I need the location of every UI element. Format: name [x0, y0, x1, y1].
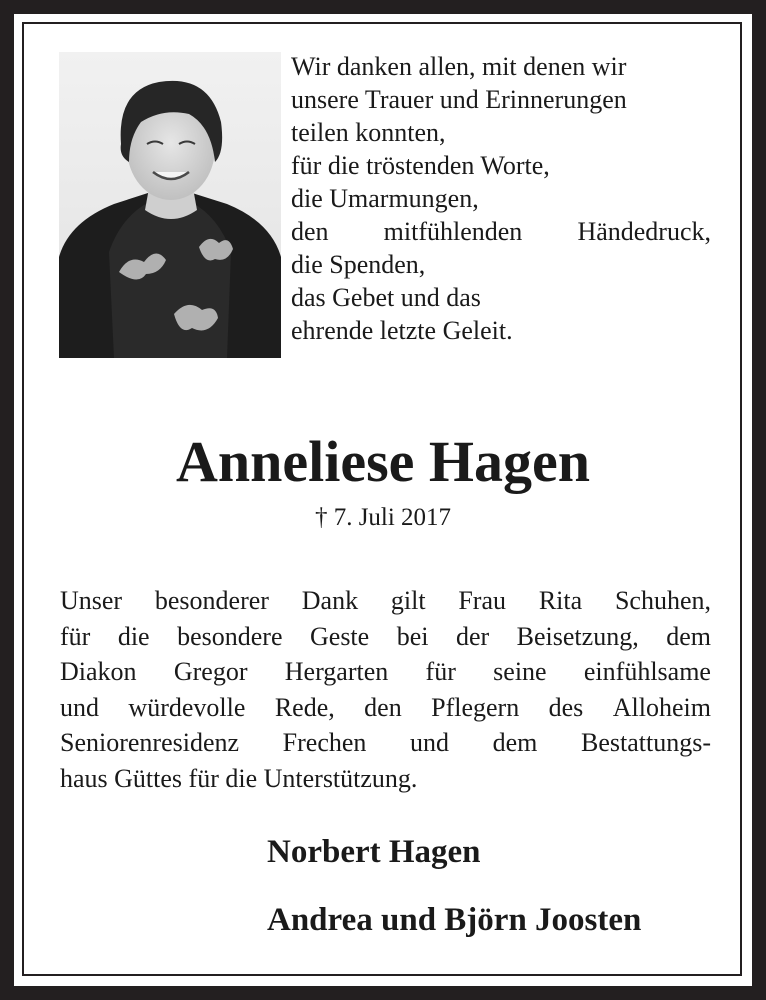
signature-joosten: Andrea und Björn Joosten	[267, 902, 642, 938]
thanks-line: für die besondere Geste bei der Beisetzung, dem	[60, 621, 711, 651]
poem-line: die Spenden,	[291, 250, 426, 279]
obituary-card	[14, 14, 752, 986]
poem-line: unsere Trauer und Erinnerungen	[291, 85, 627, 114]
deceased-name: Anneliese Hagen	[175, 429, 591, 494]
poem-line: teilen konnten,	[291, 118, 446, 147]
signature-norbert: Norbert Hagen	[267, 834, 481, 870]
poem-line: für die tröstenden Worte,	[291, 151, 550, 180]
poem-line: den mitfühlenden Händedruck,	[291, 217, 711, 246]
thanks-line: Unser besonderer Dank gilt Frau Rita Schuhen,	[60, 586, 711, 615]
poem-text	[291, 50, 721, 347]
thanks-line: Diakon Gregor Hergarten für seine einfühlsame	[60, 657, 711, 686]
poem-line: Wir danken allen, mit denen wir	[291, 52, 627, 81]
thanks-line: und würdevolle Rede, den Pflegern des Alloheim	[60, 692, 711, 722]
death-date: † 7. Juli 2017	[314, 504, 452, 531]
thanks-paragraph	[60, 583, 711, 796]
thanks-line: haus Güttes für die Unterstützung.	[60, 763, 418, 793]
poem-line: die Umarmungen,	[291, 184, 479, 213]
portrait-photo	[59, 52, 281, 358]
poem-line: ehrende letzte Geleit.	[291, 316, 513, 345]
poem-line: das Gebet und das	[291, 283, 481, 312]
thanks-line: Seniorenresidenz Frechen und dem Bestattungs-	[60, 728, 711, 757]
